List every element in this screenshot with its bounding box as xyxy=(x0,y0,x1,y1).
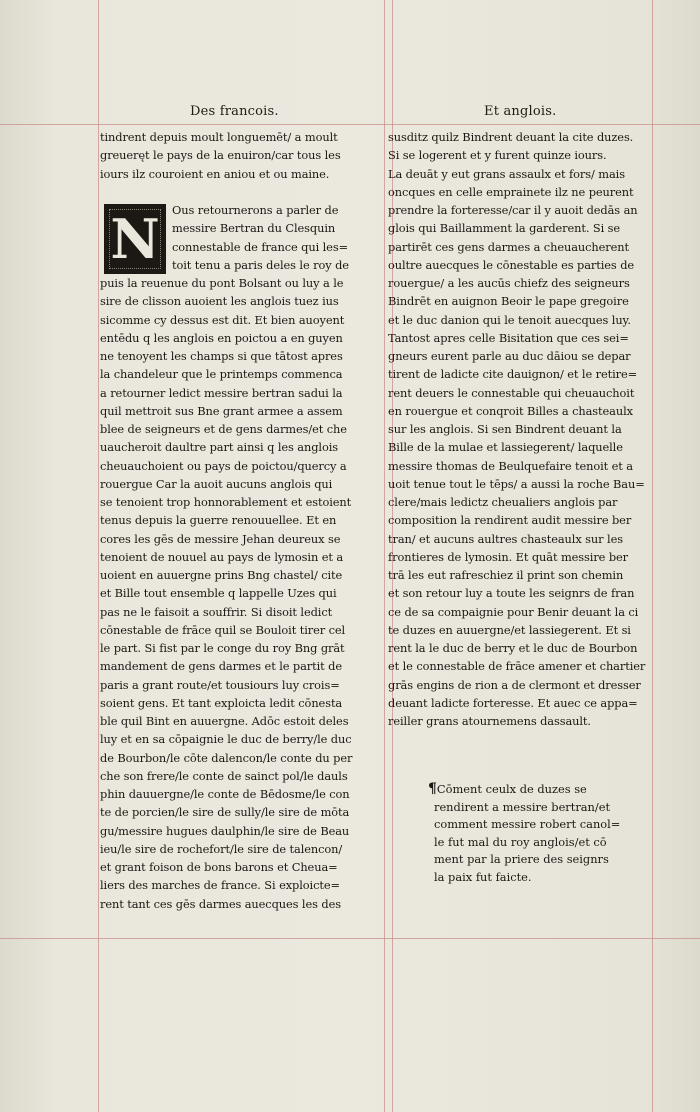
text-line: tindrent depuis moult longuemēt/ a moult xyxy=(100,130,338,144)
text-line: sur les anglois. Si sen Bindrent deuant la xyxy=(388,422,622,436)
text-line: rouergue Car la auoit aucuns anglois qui xyxy=(100,476,333,491)
text-line: cheuauchoient ou pays de poictou/quercy a xyxy=(100,458,347,473)
running-head-right: Et anglois. xyxy=(484,104,557,119)
text-line: Bille de la mulae et lassiegerent/ laquelle xyxy=(388,440,623,455)
text-line: toit tenu a paris deles le roy de xyxy=(172,257,349,272)
text-line: gu/messire hugues daulphin/le sire de Beau xyxy=(100,823,350,838)
text-line: le part. Si fist par le conge du roy Bng grāt xyxy=(100,641,345,655)
paragraph-mark-icon: ¶ xyxy=(428,781,437,797)
text-line: uaucheroit daultre part ainsi q les anglois xyxy=(100,440,338,455)
text-line: uoit tenue tout le tēps/ a aussi la roche Bau= xyxy=(388,476,645,491)
right-text-column xyxy=(388,128,656,730)
text-line: susditz quilz Bindrent deuant la cite duzes. xyxy=(388,130,634,144)
text-line: La deuāt y eut grans assaulx et fors/ mais xyxy=(388,166,625,181)
blank-line xyxy=(100,183,382,201)
text-line: entēdu q les anglois en poictou a en guyen xyxy=(100,330,343,345)
text-line: liers des marches de france. Si exploicte= xyxy=(100,878,340,893)
text-line: prendre la forteresse/car il y auoit dedās an xyxy=(388,203,638,217)
text-line: mandement de gens darmes et le partit de xyxy=(100,659,342,674)
text-line: Si se logerent et y furent quinze iours. xyxy=(388,148,607,163)
text-line: la chandeleur que le printemps commenca xyxy=(100,367,343,382)
text-line: tran/ et aucuns aultres chasteaulx sur les xyxy=(388,531,623,546)
text-line: soient gens. Et tant exploicta ledit cōnesta xyxy=(100,695,343,710)
rubric-line: la paix fut faicte. xyxy=(434,869,532,884)
text-line: te duzes en auuergne/et lassiegerent. Et si xyxy=(388,622,631,637)
text-line: et grant foison de bons barons et Cheua= xyxy=(100,860,338,874)
chapter-rubric xyxy=(428,781,620,886)
text-line: messire Bertran du Clesquin xyxy=(172,221,336,236)
text-line: tenus depuis la guerre renouuellee. Et en xyxy=(100,513,337,528)
text-line: Ous retournerons a parler de xyxy=(172,203,339,217)
text-line: luy et en sa cōpaignie le duc de berry/le duc xyxy=(100,732,352,747)
text-line: uoient en auuergne prins Bng chastel/ cite xyxy=(100,568,343,582)
text-line: ieu/le sire de rochefort/le sire de talencon/ xyxy=(100,841,343,856)
rubric-line: ment par la priere des seignrs xyxy=(434,852,609,866)
text-line: sicomme cy dessus est dit. Et bien auoyent xyxy=(100,312,345,327)
text-line: et son retour luy a toute les seignrs de fran xyxy=(388,586,635,601)
text-line: oultre auecques le cōnestable es parties de xyxy=(388,257,635,272)
text-line: messire thomas de Beulquefaire tenoit et a xyxy=(388,458,633,473)
rubric-text: Cōment ceulx de duzes se xyxy=(436,782,587,796)
text-line: rouergue/ a les aucūs chiefz des seigneurs xyxy=(388,276,630,290)
running-head-left: Des francois. xyxy=(190,104,279,119)
text-line: a retourner ledict messire bertran sadui la xyxy=(100,385,343,400)
initial-letter: N xyxy=(110,207,160,271)
text-line: greueręt le pays de la enuiron/car tous les xyxy=(100,148,341,163)
text-line: sire de clisson auoient les anglois tuez ius xyxy=(100,294,339,309)
rubric-line xyxy=(428,781,620,799)
text-line: te de porcien/le sire de sully/le sire de mōta xyxy=(100,805,350,820)
text-line: et le connestable de frāce amener et chartier xyxy=(388,659,646,674)
text-line: iours ilz couroient en aniou et ou maine. xyxy=(100,166,330,181)
text-line: che son frere/le conte de sainct pol/le dauls xyxy=(100,768,348,783)
text-line: grās engins de rion a de clermont et dresser xyxy=(388,677,641,692)
text-line: glois qui Baillamment la garderent. Si se xyxy=(388,221,621,236)
text-line: Bindrēt en auignon Beoir le pape gregoire xyxy=(388,294,629,309)
text-line: rent tant ces gēs darmes auecques les des xyxy=(100,896,341,911)
ruling-line-gutter-left xyxy=(384,0,385,1112)
text-line: puis la reuenue du pont Bolsant ou luy a le xyxy=(100,276,344,290)
rubric-line: rendirent a messire bertran/et xyxy=(434,799,611,814)
text-line: phin dauuergne/le conte de Bēdosme/le con xyxy=(100,787,350,801)
rubric-line: comment messire robert canol= xyxy=(434,817,621,831)
text-line: cores les gēs de messire Jehan deureux se xyxy=(100,531,341,546)
text-line: se tenoient trop honnorablement et estoient xyxy=(100,495,352,509)
text-line: pas ne le faisoit a souffrir. Si disoit ledict xyxy=(100,604,333,619)
text-line: deuant ladicte forteresse. Et auec ce appa= xyxy=(388,695,638,710)
text-line: en rouergue et conqroit Billes a chasteaulx xyxy=(388,403,633,418)
text-line: composition la rendirent audit messire ber xyxy=(388,513,632,528)
ruling-line-bottom xyxy=(0,938,700,939)
text-line: quil mettroit sus Bne grant armee a assem xyxy=(100,403,343,418)
text-line: et le duc danion qui le tenoit auecques luy. xyxy=(388,312,631,327)
text-line: et Bille tout ensemble q lappelle Uzes qui xyxy=(100,586,337,601)
text-line: tenoient de nouuel au pays de lymosin et a xyxy=(100,549,344,564)
text-line: trā les eut rafreschiez il print son chemin xyxy=(388,568,624,582)
ruling-line-top xyxy=(0,124,700,125)
text-line: de Bourbon/le cōte dalencon/le conte du per xyxy=(100,750,353,765)
text-line: ce de sa compaignie pour Benir deuant la ci xyxy=(388,604,639,619)
ruling-line-left xyxy=(98,0,99,1112)
rubric-line: le fut mal du roy anglois/et cō xyxy=(434,834,607,849)
text-line: rent deuers le connestable qui cheuauchoit xyxy=(388,385,635,400)
text-line: tirent de ladicte cite dauignon/ et le retire= xyxy=(388,367,638,382)
text-line: connestable de france qui les= xyxy=(172,239,349,254)
text-line: Tantost apres celle Bisitation que ces sei= xyxy=(388,330,629,345)
text-line: oncques en celle emprainete ilz ne peurent xyxy=(388,184,634,199)
text-line: blee de seigneurs et de gens darmes/et che xyxy=(100,422,347,436)
text-line: rent la le duc de berry et le duc de Bourbon xyxy=(388,641,638,655)
text-line: paris a grant route/et tousiours luy crois= xyxy=(100,677,340,692)
left-text-column xyxy=(100,128,382,913)
text-line: cōnestable de frāce quil se Bouloit tirer cel xyxy=(100,622,346,637)
text-line: partirēt ces gens darmes a cheuaucherent xyxy=(388,239,629,254)
text-line: ble quil Bint en auuergne. Adōc estoit deles xyxy=(100,714,349,728)
text-line: gneurs eurent parle au duc dāiou se depar xyxy=(388,349,631,363)
text-line: reiller grans atournemens dassault. xyxy=(388,714,591,728)
text-line: clere/mais ledictz cheualiers anglois par xyxy=(388,495,618,509)
text-line: ne tenoyent les champs si que tātost apres xyxy=(100,349,343,363)
text-line: frontieres de lymosin. Et quāt messire ber xyxy=(388,549,629,564)
